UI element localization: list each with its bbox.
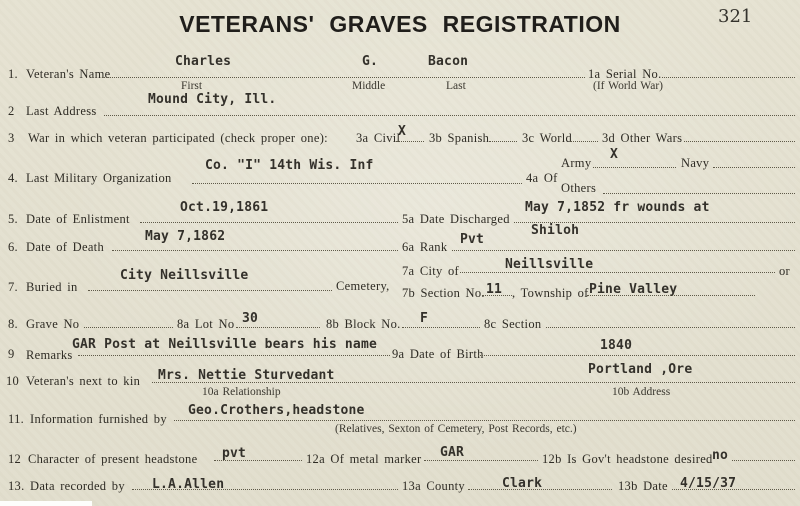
furnished-by-value: Geo.Crothers,headstone: [188, 403, 365, 418]
section-no-value: 11: [486, 282, 503, 297]
remarks-value: GAR Post at Neillsville bears his name: [72, 337, 378, 352]
record-date-value: 4/15/37: [680, 476, 737, 491]
field-1-label: Veteran's Name: [26, 67, 111, 81]
section-8c-label: 8c Section: [484, 317, 542, 331]
date-of-birth-rule: [478, 355, 795, 356]
field-12-label: Character of present headstone: [28, 452, 198, 466]
page-number: 321: [718, 6, 753, 27]
navy-rule: [713, 167, 795, 168]
buried-in-value: City Neillsville: [120, 268, 249, 283]
govt-headstone-label: 12b Is Gov't headstone desired: [542, 452, 713, 466]
section-no-label: 7b Section No.: [402, 286, 485, 300]
first-caption: First: [181, 80, 203, 92]
address-caption: 10b Address: [612, 386, 671, 398]
field-6-number: 6.: [8, 240, 18, 254]
field-10-number: 10: [6, 374, 20, 388]
field-11-rule: [174, 420, 795, 421]
lot-no-rule: [236, 327, 320, 328]
field-4-label: Last Military Organization: [26, 171, 172, 185]
field-1-rule: [102, 77, 585, 78]
field-7-rule: [88, 290, 332, 291]
rank-label: 6a Rank: [402, 240, 448, 254]
serial-no-rule: [662, 77, 795, 78]
army-label: Army: [561, 156, 592, 170]
lot-no-label: 8a Lot No: [177, 317, 235, 331]
field-4-rule: [192, 183, 522, 184]
field-2-rule: [104, 115, 795, 116]
county-value: Clark: [502, 476, 543, 491]
field-11-number: 11.: [8, 412, 25, 426]
serial-no-note: (If World War): [593, 80, 663, 92]
next-of-kin-value: Mrs. Nettie Sturvedant: [158, 368, 335, 383]
last-caption: Last: [446, 80, 466, 92]
field-5-number: 5.: [8, 212, 18, 226]
section-no-rule: [482, 295, 512, 296]
rank-value: Pvt: [460, 232, 485, 247]
field-2-label: Last Address: [26, 104, 97, 118]
field-10-label: Veteran's next to kin: [26, 374, 141, 388]
date-of-birth-value: 1840: [600, 338, 633, 353]
of-label: 4a Of: [526, 171, 558, 185]
middle-caption: Middle: [352, 80, 386, 92]
township-value: Pine Valley: [589, 282, 678, 297]
civil-war-rule: [396, 141, 424, 142]
kin-address-value: Portland ,Ore: [588, 362, 693, 377]
record-date-rule: [672, 489, 795, 490]
block-no-label: 8b Block No.: [326, 317, 401, 331]
cemetery-label: Cemetery,: [336, 279, 390, 293]
field-13-number: 13.: [8, 479, 25, 493]
form-title: VETERANS' GRAVES REGISTRATION: [179, 11, 621, 37]
block-no-rule: [402, 327, 480, 328]
or-label: or: [779, 264, 791, 278]
township-rule: [587, 295, 755, 296]
date-discharged-value: May 7,1852 fr wounds at: [525, 200, 710, 215]
field-13-label: Data recorded by: [30, 479, 125, 493]
govt-headstone-rule: [732, 460, 795, 461]
field-8-number: 8.: [8, 317, 18, 331]
world-war-label: 3c World: [522, 131, 573, 145]
spanish-war-rule: [489, 141, 517, 142]
field-7-label: Buried in: [26, 280, 78, 294]
spanish-war-label: 3b Spanish: [429, 131, 490, 145]
headstone-character-value: pvt: [222, 446, 247, 461]
block-no-value: F: [420, 311, 429, 326]
army-check-value: X: [610, 147, 619, 162]
metal-marker-rule: [424, 460, 538, 461]
remarks-rule: [78, 355, 390, 356]
county-label: 13a County: [402, 479, 465, 493]
recorded-by-rule: [132, 489, 398, 490]
record-date-label: 13b Date: [618, 479, 668, 493]
govt-headstone-value: no: [712, 448, 729, 463]
field-12-number: 12: [8, 452, 22, 466]
metal-marker-value: GAR: [440, 445, 465, 460]
other-wars-rule: [684, 141, 795, 142]
civil-war-label: 3a Civil: [356, 131, 401, 145]
veteran-first-name-value: Charles: [175, 54, 232, 69]
metal-marker-label: 12a Of metal marker: [306, 452, 422, 466]
rank-rule: [452, 250, 795, 251]
field-10-rule: [152, 382, 795, 383]
section-8c-rule: [546, 327, 795, 328]
field-5-rule: [140, 222, 398, 223]
county-rule: [468, 489, 612, 490]
others-label: Others: [561, 181, 597, 195]
furnished-by-note: (Relatives, Sexton of Cemetery, Post Records, etc.): [335, 423, 577, 435]
field-9-label: Remarks: [26, 348, 73, 362]
city-of-label: 7a City of: [402, 264, 459, 278]
field-9-number: 9: [8, 347, 15, 361]
field-6-label: Date of Death: [26, 240, 105, 254]
field-6-rule: [112, 250, 398, 251]
field-3-number: 3: [8, 131, 15, 145]
military-organization-value: Co. "I" 14th Wis. Inf: [205, 158, 374, 173]
world-war-rule: [570, 141, 598, 142]
date-discharged-label: 5a Date Discharged: [402, 212, 510, 226]
city-of-rule: [460, 272, 775, 273]
serial-no-label: 1a Serial No.: [588, 67, 662, 81]
army-rule: [593, 167, 676, 168]
death-date-value: May 7,1862: [145, 229, 226, 244]
date-of-birth-label: 9a Date of Birth: [392, 347, 484, 361]
field-1-number: 1.: [8, 67, 18, 81]
veteran-last-name-value: Bacon: [428, 54, 469, 69]
other-wars-label: 3d Other Wars: [602, 131, 683, 145]
headstone-character-rule: [214, 460, 302, 461]
field-4-number: 4.: [8, 171, 18, 185]
field-3-label: War in which veteran participated (check proper one):: [28, 131, 328, 145]
enlistment-date-value: Oct.19,1861: [180, 200, 269, 215]
field-8-label: Grave No: [26, 317, 80, 331]
last-address-value: Mound City, Ill.: [148, 92, 277, 107]
grave-no-rule: [84, 327, 173, 328]
others-rule: [603, 193, 795, 194]
township-label: , Township of: [512, 286, 589, 300]
lot-no-value: 30: [242, 311, 259, 326]
field-2-number: 2: [8, 104, 15, 118]
recorded-by-value: L.A.Allen: [152, 477, 225, 492]
veteran-middle-name-value: G.: [362, 54, 379, 69]
scan-edge-artifact: [0, 501, 92, 506]
civil-war-check-value: X: [398, 124, 407, 139]
field-7-number: 7.: [8, 280, 18, 294]
city-of-value: Neillsville: [505, 257, 594, 272]
field-5-label: Date of Enlistment: [26, 212, 130, 226]
field-11-label: Information furnished by: [30, 412, 167, 426]
date-discharged-value-line2: Shiloh: [531, 223, 580, 238]
navy-label: Navy: [681, 156, 710, 170]
relationship-caption: 10a Relationship: [202, 386, 281, 398]
